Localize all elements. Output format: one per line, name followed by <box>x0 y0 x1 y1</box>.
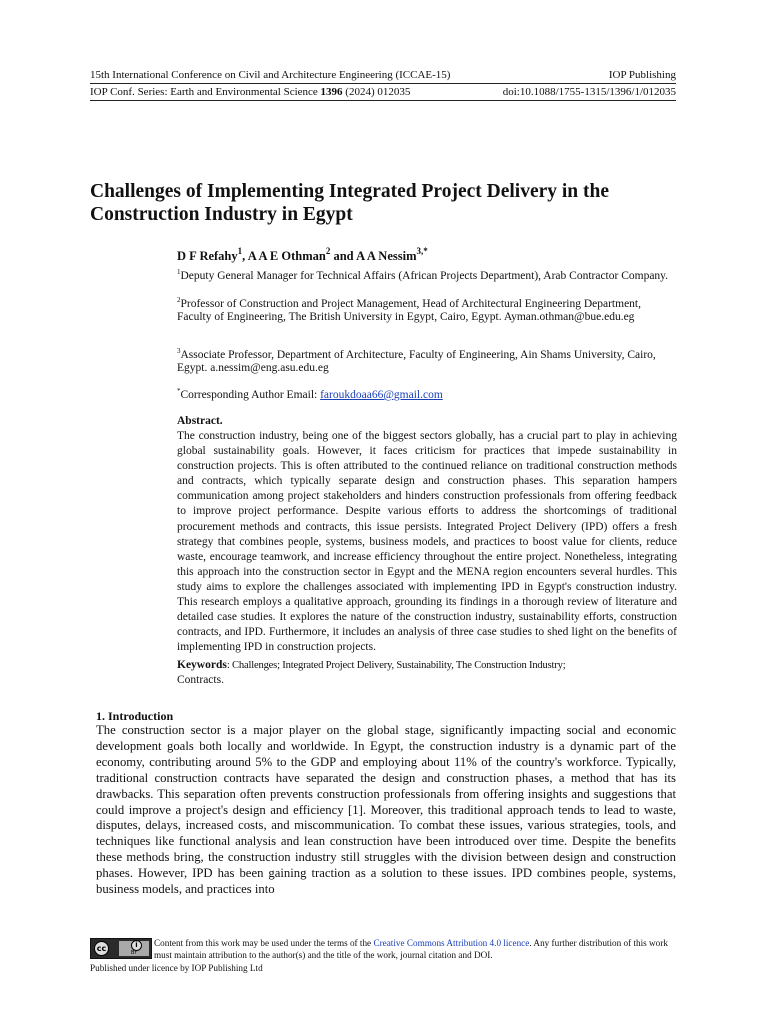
paper-title: Challenges of Implementing Integrated Project Delivery in the Construction Industry in Egypt <box>90 181 610 225</box>
published-under-licence: Published under licence by IOP Publishing Ltd <box>90 963 263 973</box>
affiliation-1 <box>177 266 677 283</box>
journal-series <box>90 86 410 99</box>
cc-by-badge[interactable] <box>90 938 152 959</box>
publisher-name: IOP Publishing <box>608 69 676 81</box>
affiliation-3-text: Associate Professor, Department of Architecture, Faculty of Engineering, Ain Shams University, Cairo, Egypt. a.nessim@eng.asu.edu.eg <box>177 349 656 375</box>
cc-by-label: BY <box>131 950 138 956</box>
keywords <box>177 658 677 687</box>
author-2: , A A E Othman <box>242 249 326 263</box>
doi-text: doi:10.1088/1755-1315/1396/1/012035 <box>502 86 676 98</box>
author-list <box>177 246 428 264</box>
cc-license-icon: cc <box>94 941 109 956</box>
affiliation-3-sup: 3 <box>177 347 181 355</box>
corresponding-author <box>177 385 677 402</box>
abstract-text: The construction industry, being one of the biggest sectors globally, has a crucial part to play in achieving global sustainability goals. However, it faces criticism for practices that impede sustainability in construction projects. This is often attributed to the continued reliance on traditional construction methods and contracts, which typically separate design and construction phases. This separation hampers communication among project stakeholders and hinders construction professionals from offering feedback to improve project performance. Despite various efforts to address the shortcomings of traditional procurement methods and contracts, this issue persists. Integrated Project Delivery (IPD) offers a fresh strategy that combines people, systems, business models, and practices to boost value for clients, reduce waste, encourage teamwork, and increase efficiency throughout the entire project. Nonetheless, integrating this approach into the construction sector in Egypt and the MENA region encounters several hurdles. This study aims to explore the challenges associated with implementing IPD in Egypt's construction industry. This research employs a qualitative approach, grounding its findings in a thorough review of literature and detailed case studies. It explores the nature of the construction industry, sustainability efforts, construction contracts, and IPD. Furthermore, it includes an analysis of three case studies to shed light on the benefits of implementing IPD in construction projects. <box>177 430 677 654</box>
license-text-pre: Content from this work may be used under the terms of the <box>154 938 374 948</box>
author-1: D F Refahy <box>177 249 238 263</box>
corresponding-email-link[interactable]: faroukdoaa66@gmail.com <box>320 389 443 401</box>
cc-licence-link[interactable]: Creative Commons Attribution 4.0 licence <box>373 938 530 948</box>
affiliation-2 <box>177 294 677 325</box>
affiliation-2-sup: 2 <box>177 296 181 304</box>
keywords-text-2: Contracts. <box>177 674 224 686</box>
header-divider <box>90 83 676 84</box>
header-divider-bottom <box>90 100 676 101</box>
affiliation-3 <box>177 345 677 376</box>
affiliation-2-text: Professor of Construction and Project Management, Head of Architectural Engineering Department, Faculty of Engineering, The British University in Egypt, Cairo, Egypt. Ayman.othman@bue.edu.eg <box>177 298 641 324</box>
by-attribution-icon: i <box>131 940 142 951</box>
keywords-label: Keywords <box>177 659 227 671</box>
license-text-post: . Any further distribution of this work must maintain attribution to the author(s) and the title of the work, journal citation and DOI. <box>154 938 668 960</box>
series-suffix: (2024) 012035 <box>342 86 411 98</box>
affiliation-1-text: Deputy General Manager for Technical Affairs (African Projects Department), Arab Contractor Company. <box>180 270 669 282</box>
license-text <box>154 938 679 961</box>
author-1-sup: 1 <box>237 246 243 256</box>
abstract-heading: Abstract. <box>177 415 223 427</box>
corresponding-sup: * <box>177 387 181 395</box>
section-heading-introduction: 1. Introduction <box>96 709 174 723</box>
corresponding-label: Corresponding Author Email: <box>180 389 321 401</box>
keywords-text: : Challenges; Integrated Project Delivery, Sustainability, The Construction Industry; <box>226 660 566 671</box>
volume-number: 1396 <box>320 86 343 98</box>
author-2-sup: 2 <box>325 246 331 256</box>
conference-name: 15th International Conference on Civil and Architecture Engineering (ICCAE-15) <box>90 69 451 81</box>
author-3-sup: 3,* <box>416 246 428 256</box>
affiliation-1-sup: 1 <box>177 268 181 276</box>
series-prefix: IOP Conf. Series: Earth and Environmental Science <box>90 86 321 98</box>
introduction-text: The construction sector is a major player on the global stage, significantly impacting social and economic development goals both locally and worldwide. In Egypt, the construction industry is a dynamic part of the economy, contributing around 5% to the GDP and employing about 11% of the country's workforce. Typically, traditional construction contracts have separated the design and construction phases, a method that has its drawbacks. This separation often prevents construction professionals from offering insights and suggestions that could improve a project's design and efficiency [1]. Moreover, this traditional approach tends to lead to waste, disputes, delays, increased costs, and miscommunication. To combat these issues, various strategies, tools, and techniques like functional analysis and lean construction have been introduced over time. Despite the benefits these methods bring, the construction industry still struggles with the division between design and construction phases. However, IPD has been gaining traction as a solution to these issues. IPD combines people, systems, business models, and practices into <box>96 723 676 897</box>
author-3: and A A Nessim <box>330 249 417 263</box>
